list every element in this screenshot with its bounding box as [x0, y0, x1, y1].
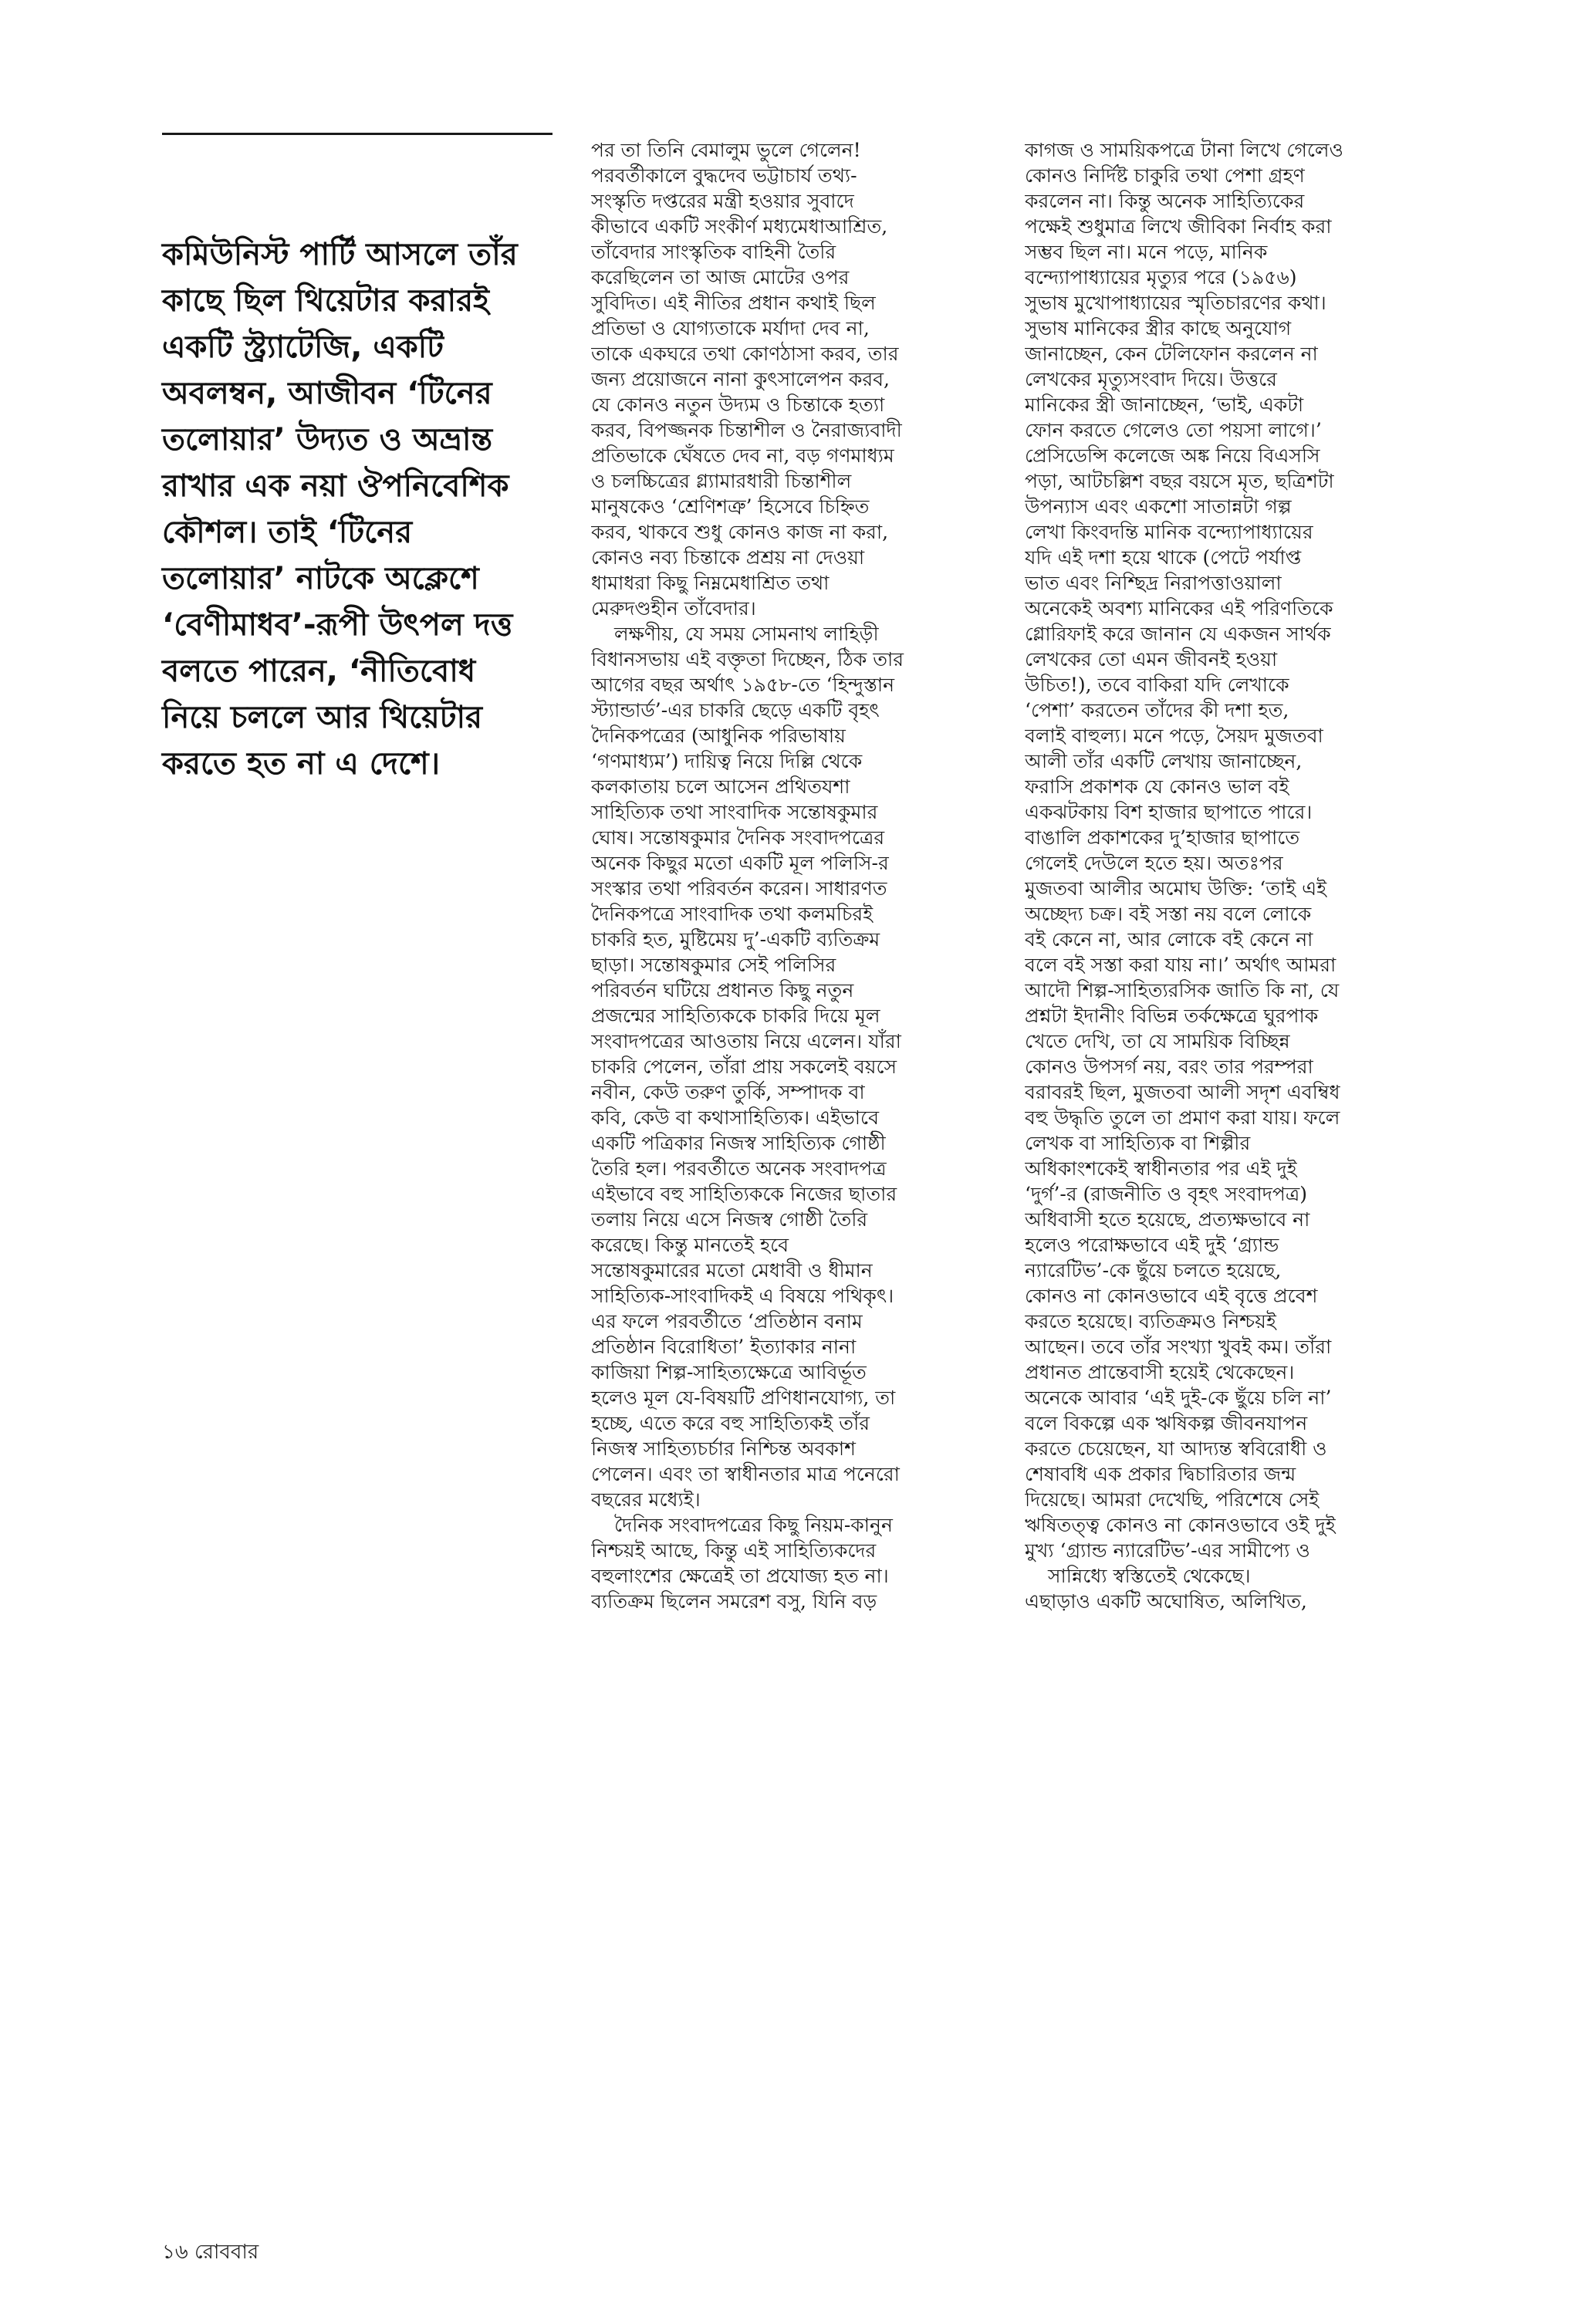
- text-line: পরিবর্তন ঘটিয়ে প্রধানত কিছু নতুন: [591, 979, 854, 1002]
- text-line: প্রশ্নটা ইদানীং বিভিন্ন তর্কক্ষেত্রে ঘুরপাক: [1025, 1005, 1319, 1027]
- text-line: পক্ষেই শুধুমাত্র লিখে জীবিকা নির্বাহ করা: [1025, 215, 1332, 238]
- text-line: বছরের মধ্যেই।: [591, 1488, 701, 1511]
- text-line: প্রতিভা ও যোগ্যতাকে মর্যাদা দেব না,: [591, 317, 870, 339]
- text-line: বন্দ্যোপাধ্যায়ের মৃত্যুর পরে (১৯৫৬): [1025, 266, 1297, 289]
- text-line: এর ফলে পরবর্তীতে ‘প্রতিষ্ঠান বনাম: [591, 1310, 863, 1333]
- article-column-2: [1025, 137, 1426, 1614]
- pull-quote-line: বলতে পারেন, ‘নীতিবোধ: [162, 654, 476, 689]
- pull-quote-line: কাছে ছিল থিয়েটার করারই: [162, 283, 489, 319]
- text-line: নিজস্ব সাহিত্যচর্চার নিশ্চিন্ত অবকাশ: [591, 1437, 856, 1460]
- pull-quote-line: কৌশল। তাই ‘টিনের: [162, 515, 413, 550]
- text-line: এছাড়াও একটি অঘোষিত, অলিখিত,: [1025, 1590, 1307, 1613]
- article-column-1: [591, 137, 992, 1614]
- text-line: করব, থাকবে শুধু কোনও কাজ না করা,: [591, 521, 889, 543]
- text-line: সম্ভব ছিল না। মনে পড়ে, মানিক: [1025, 241, 1268, 263]
- text-line: পরবর্তীকালে বুদ্ধদেব ভট্টাচার্য তথ্য-: [591, 164, 857, 187]
- text-line: মানিকের স্ত্রী জানাচ্ছেন, ‘ভাই, একটা: [1025, 394, 1304, 416]
- text-line: মুজতবা আলীর অমোঘ উক্তি: ‘তাই এই: [1025, 877, 1327, 900]
- text-line: সাহিত্যিক-সাংবাদিকই এ বিষয়ে পথিকৃৎ।: [591, 1285, 894, 1307]
- text-line: গ্লোরিফাই করে জানান যে একজন সার্থক: [1025, 623, 1331, 645]
- top-rule: [162, 133, 553, 135]
- text-line: মেরুদণ্ডহীন তাঁবেদার।: [591, 597, 756, 620]
- text-line: ফোন করতে গেলেও তো পয়সা লাগে।’: [1025, 419, 1322, 441]
- text-line: ছাড়া। সন্তোষকুমার সেই পলিসির: [591, 954, 836, 976]
- text-line: সুভাষ মানিকের স্ত্রীর কাছে অনুযোগ: [1025, 317, 1292, 339]
- text-line: কাগজ ও সাময়িকপত্রে টানা লিখে গেলেও: [1025, 139, 1343, 161]
- text-line: সুবিদিত। এই নীতির প্রধান কথাই ছিল: [591, 292, 876, 314]
- text-line: কীভাবে একটি সংকীর্ণ মধ্যমেধাআশ্রিত,: [591, 215, 888, 238]
- text-line: ফরাসি প্রকাশক যে কোনও ভাল বই: [1025, 775, 1289, 798]
- text-line: সাহিত্যিক তথা সাংবাদিক সন্তোষকুমার: [591, 801, 878, 823]
- text-line: তাকে একঘরে তথা কোণঠাসা করব, তার: [591, 343, 899, 365]
- text-line: দৈনিকপত্রে সাংবাদিক তথা কলমচিরই: [591, 903, 874, 925]
- text-line: প্রতিষ্ঠান বিরোধিতা’ ইত্যাকার নানা: [591, 1336, 857, 1358]
- text-line: হলেও মূল যে-বিষয়টি প্রণিধানযোগ্য, তা: [591, 1387, 896, 1409]
- text-line: ধামাধরা কিছু নিম্নমেধাশ্রিত তথা: [591, 572, 830, 594]
- text-line: বলাই বাহুল্য। মনে পড়ে, সৈয়দ মুজতবা: [1025, 725, 1323, 747]
- text-line: তৈরি হল। পরবর্তীতে অনেক সংবাদপত্র: [591, 1157, 887, 1180]
- text-line: উচিত!), তবে বাকিরা যদি লেখাকে: [1025, 674, 1289, 696]
- text-line: দিয়েছে। আমরা দেখেছি, পরিশেষে সেই: [1025, 1488, 1320, 1511]
- text-line: লেখকের তো এমন জীবনই হওয়া: [1025, 648, 1278, 671]
- pull-quote-line: করতে হত না এ দেশে।: [162, 746, 440, 782]
- text-line: অধিবাসী হতে হয়েছে, প্রত্যক্ষভাবে না: [1025, 1208, 1310, 1231]
- text-line: করেছে। কিন্তু মানতেই হবে: [591, 1234, 789, 1256]
- text-line: হচ্ছে, এতে করে বহু সাহিত্যিকই তাঁর: [591, 1412, 870, 1434]
- text-line: বলে বই সস্তা করা যায় না।’ অর্থাৎ আমরা: [1025, 954, 1336, 976]
- text-line: দৈনিক সংবাদপত্রের কিছু নিয়ম-কানুন: [614, 1514, 893, 1536]
- text-line: করতে চেয়েছেন, যা আদ্যন্ত স্ববিরোধী ও: [1025, 1437, 1327, 1460]
- text-line: তলায় নিয়ে এসে নিজস্ব গোষ্ঠী তৈরি: [591, 1208, 868, 1231]
- text-line: বাঙালি প্রকাশকের দু’হাজার ছাপাতে: [1025, 826, 1300, 849]
- text-line: অনেক কিছুর মতো একটি মূল পলিসি-র: [591, 852, 889, 874]
- text-line: ও চলচ্চিত্রের গ্ল্যামারধারী চিন্তাশীল: [591, 470, 852, 492]
- text-line: হলেও পরোক্ষভাবে এই দুই ‘গ্র্যান্ড: [1025, 1234, 1279, 1256]
- text-line: আগের বছর অর্থাৎ ১৯৫৮-তে ‘হিন্দুস্তান: [591, 674, 895, 696]
- text-line: ‘দুর্গ’-র (রাজনীতি ও বৃহৎ সংবাদপত্র): [1025, 1183, 1307, 1205]
- text-line: কবি, কেউ বা কথাসাহিত্যিক। এইভাবে: [591, 1106, 879, 1129]
- pull-quote-line: একটি স্ট্র্যাটেজি, একটি: [162, 329, 444, 365]
- text-line: যদি এই দশা হয়ে থাকে (পেটে পর্যাপ্ত: [1025, 546, 1302, 569]
- pull-quote-line: অবলম্বন, আজীবন ‘টিনের: [162, 376, 492, 411]
- text-line: তাঁবেদার সাংস্কৃতিক বাহিনী তৈরি: [591, 241, 836, 263]
- pull-quote-line: তলোয়ার’ উদ্যত ও অভ্রান্ত: [162, 422, 493, 458]
- text-line: পর তা তিনি বেমালুম ভুলে গেলেন!: [591, 139, 861, 161]
- text-line: সুভাষ মুখোপাধ্যায়ের স্মৃতিচারণের কথা।: [1025, 292, 1326, 314]
- text-line: করলেন না। কিন্তু অনেক সাহিত্যিকের: [1025, 190, 1305, 212]
- text-line: যে কোনও নতুন উদ্যম ও চিন্তাকে হত্যা: [591, 394, 885, 416]
- text-line: ঋষিতত্ত্ব কোনও না কোনওভাবে ওই দুই: [1025, 1514, 1336, 1536]
- text-line: সংস্কৃতি দপ্তরের মন্ত্রী হওয়ার সুবাদে: [591, 190, 854, 212]
- page-folio: ১৬ রোববার: [162, 2241, 259, 2264]
- text-line: কোনও উপসর্গ নয়, বরং তার পরম্পরা: [1025, 1056, 1313, 1078]
- pull-quote-line: ‘বেণীমাধব’-রূপী উৎপল দত্ত: [162, 607, 513, 643]
- text-line: লেখকের মৃত্যুসংবাদ দিয়ে। উত্তরে: [1025, 368, 1277, 390]
- text-line: বলে বিকল্পে এক ঋষিকল্প জীবনযাপন: [1025, 1412, 1308, 1434]
- text-line: পড়া, আটচল্লিশ বছর বয়সে মৃত, ছত্রিশটা: [1025, 470, 1334, 492]
- text-line: ‘গণমাধ্যম’) দায়িত্ব নিয়ে দিল্লি থেকে: [591, 750, 863, 772]
- text-line: আছেন। তবে তাঁর সংখ্যা খুবই কম। তাঁরা: [1025, 1336, 1332, 1358]
- pull-quote-line: নিয়ে চললে আর থিয়েটার: [162, 700, 483, 735]
- text-line: করব, বিপজ্জনক চিন্তাশীল ও নৈরাজ্যবাদী: [591, 419, 902, 441]
- text-line: স্ট্যান্ডার্ড’-এর চাকরি ছেড়ে একটি বৃহৎ: [591, 699, 880, 721]
- text-line: কোনও নির্দিষ্ট চাকুরি তথা পেশা গ্রহণ: [1025, 164, 1305, 187]
- text-line: মুখ্য ‘গ্র্যান্ড ন্যারেটিভ’-এর সামীপ্যে ও: [1025, 1539, 1310, 1562]
- text-line: আদৌ শিল্প-সাহিত্যরসিক জাতি কি না, যে: [1025, 979, 1340, 1002]
- text-line: লক্ষণীয়, যে সময় সোমনাথ লাহিড়ী: [614, 623, 879, 645]
- text-line: প্রধানত প্রান্তেবাসী হয়েই থেকেছেন।: [1025, 1361, 1295, 1383]
- pull-quote-line: তলোয়ার’ নাটকে অক্লেশে: [162, 561, 479, 596]
- text-line: এইভাবে বহু সাহিত্যিককে নিজের ছাতার: [591, 1183, 897, 1205]
- text-line: খেতে দেখি, তা যে সাময়িক বিচ্ছিন্ন: [1025, 1030, 1290, 1052]
- text-line: চাকরি হত, মুষ্টিমেয় দু’-একটি ব্যতিক্রম: [591, 928, 880, 951]
- text-line: সংবাদপত্রের আওতায় নিয়ে এলেন। যাঁরা: [591, 1030, 901, 1052]
- text-line: অচ্ছেদ্য চক্র। বই সস্তা নয় বলে লোকে: [1025, 903, 1312, 925]
- text-line: বই কেনে না, আর লোকে বই কেনে না: [1025, 928, 1313, 951]
- text-line: করতে হয়েছে। ব্যতিক্রমও নিশ্চয়ই: [1025, 1310, 1276, 1333]
- text-line: ‘পেশা’ করতেন তাঁদের কী দশা হত,: [1025, 699, 1289, 721]
- text-line: জন্য প্রয়োজনে নানা কুৎসালেপন করব,: [591, 368, 890, 390]
- text-line: প্রজন্মের সাহিত্যিককে চাকরি দিয়ে মূল: [591, 1005, 880, 1027]
- text-line: ঘোষ। সন্তোষকুমার দৈনিক সংবাদপত্রের: [591, 826, 885, 849]
- text-line: লেখা কিংবদন্তি মানিক বন্দ্যোপাধ্যায়ের: [1025, 521, 1313, 543]
- text-line: আলী তাঁর একটি লেখায় জানাচ্ছেন,: [1025, 750, 1303, 772]
- text-line: বহু উদ্ধৃতি তুলে তা প্রমাণ করা যায়। ফলে: [1025, 1106, 1340, 1129]
- text-line: নবীন, কেউ তরুণ তুর্কি, সম্পাদক বা: [591, 1081, 865, 1103]
- text-line: অনেকেই অবশ্য মানিকের এই পরিণতিকে: [1025, 597, 1333, 620]
- text-line: চাকরি পেলেন, তাঁরা প্রায় সকলেই বয়সে: [591, 1056, 897, 1078]
- pull-quote-line: কমিউনিস্ট পার্টি আসলে তাঁর: [162, 237, 518, 272]
- text-line: একটি পত্রিকার নিজস্ব সাহিত্যিক গোষ্ঠী: [591, 1132, 886, 1154]
- text-line: নিশ্চয়ই আছে, কিন্তু এই সাহিত্যিকদের: [591, 1539, 877, 1562]
- text-line: সন্তোষকুমারের মতো মেধাবী ও ধীমান: [591, 1259, 873, 1282]
- text-line: প্রতিভাকে ঘেঁষতে দেব না, বড় গণমাধ্যম: [591, 444, 894, 467]
- text-line: ভাত এবং নিশ্ছিদ্র নিরাপত্তাওয়ালা: [1025, 572, 1282, 594]
- text-line: উপন্যাস এবং একশো সাতান্নটা গল্প: [1025, 495, 1292, 518]
- text-line: কোনও না কোনওভাবে এই বৃত্তে প্রবেশ: [1025, 1285, 1318, 1307]
- text-line: বিধানসভায় এই বক্তৃতা দিচ্ছেন, ঠিক তার: [591, 648, 904, 671]
- text-line: একঝটকায় বিশ হাজার ছাপাতে পারে।: [1025, 801, 1313, 823]
- text-line: অনেকে আবার ‘এই দুই-কে ছুঁয়ে চলি না’: [1025, 1387, 1332, 1409]
- text-line: বরাবরই ছিল, মুজতবা আলী সদৃশ এবম্বিধ: [1025, 1081, 1340, 1103]
- text-line: পেলেন। এবং তা স্বাধীনতার মাত্র পনেরো: [591, 1463, 900, 1485]
- text-line: কাজিয়া শিল্প-সাহিত্যক্ষেত্রে আবির্ভূত: [591, 1361, 867, 1383]
- text-line: ব্যতিক্রম ছিলেন সমরেশ বসু, যিনি বড়: [591, 1590, 877, 1613]
- text-line: মানুষকেও ‘শ্রেণিশত্রু’ হিসেবে চিহ্নিত: [591, 495, 870, 518]
- text-line: কলকাতায় চলে আসেন প্রথিতযশা: [591, 775, 850, 798]
- pull-quote-line: রাখার এক নয়া ঔপনিবেশিক: [162, 468, 509, 504]
- text-line: জানাচ্ছেন, কেন টেলিফোন করলেন না: [1025, 343, 1318, 365]
- text-line: গেলেই দেউলে হতে হয়। অতঃপর: [1025, 852, 1283, 874]
- text-line: লেখক বা সাহিত্যিক বা শিল্পীর: [1025, 1132, 1251, 1154]
- text-line: ন্যারেটিভ’-কে ছুঁয়ে চলতে হয়েছে,: [1025, 1259, 1282, 1282]
- text-line: সান্নিধ্যে স্বস্তিতেই থেকেছে।: [1048, 1565, 1251, 1587]
- text-line: বহুলাংশের ক্ষেত্রেই তা প্রযোজ্য হত না।: [591, 1565, 889, 1587]
- text-line: অধিকাংশকেই স্বাধীনতার পর এই দুই: [1025, 1157, 1297, 1180]
- text-line: প্রেসিডেন্সি কলেজে অঙ্ক নিয়ে বিএসসি: [1025, 444, 1320, 467]
- text-line: শেষাবধি এক প্রকার দ্বিচারিতার জন্ম: [1025, 1463, 1296, 1485]
- text-line: কোনও নব্য চিন্তাকে প্রশ্রয় না দেওয়া: [591, 546, 865, 569]
- text-line: সংস্কার তথা পরিবর্তন করেন। সাধারণত: [591, 877, 887, 900]
- pull-quote: [162, 231, 556, 787]
- text-line: দৈনিকপত্রের (আধুনিক পরিভাষায়: [591, 725, 846, 747]
- text-line: করেছিলেন তা আজ মোটের ওপর: [591, 266, 850, 289]
